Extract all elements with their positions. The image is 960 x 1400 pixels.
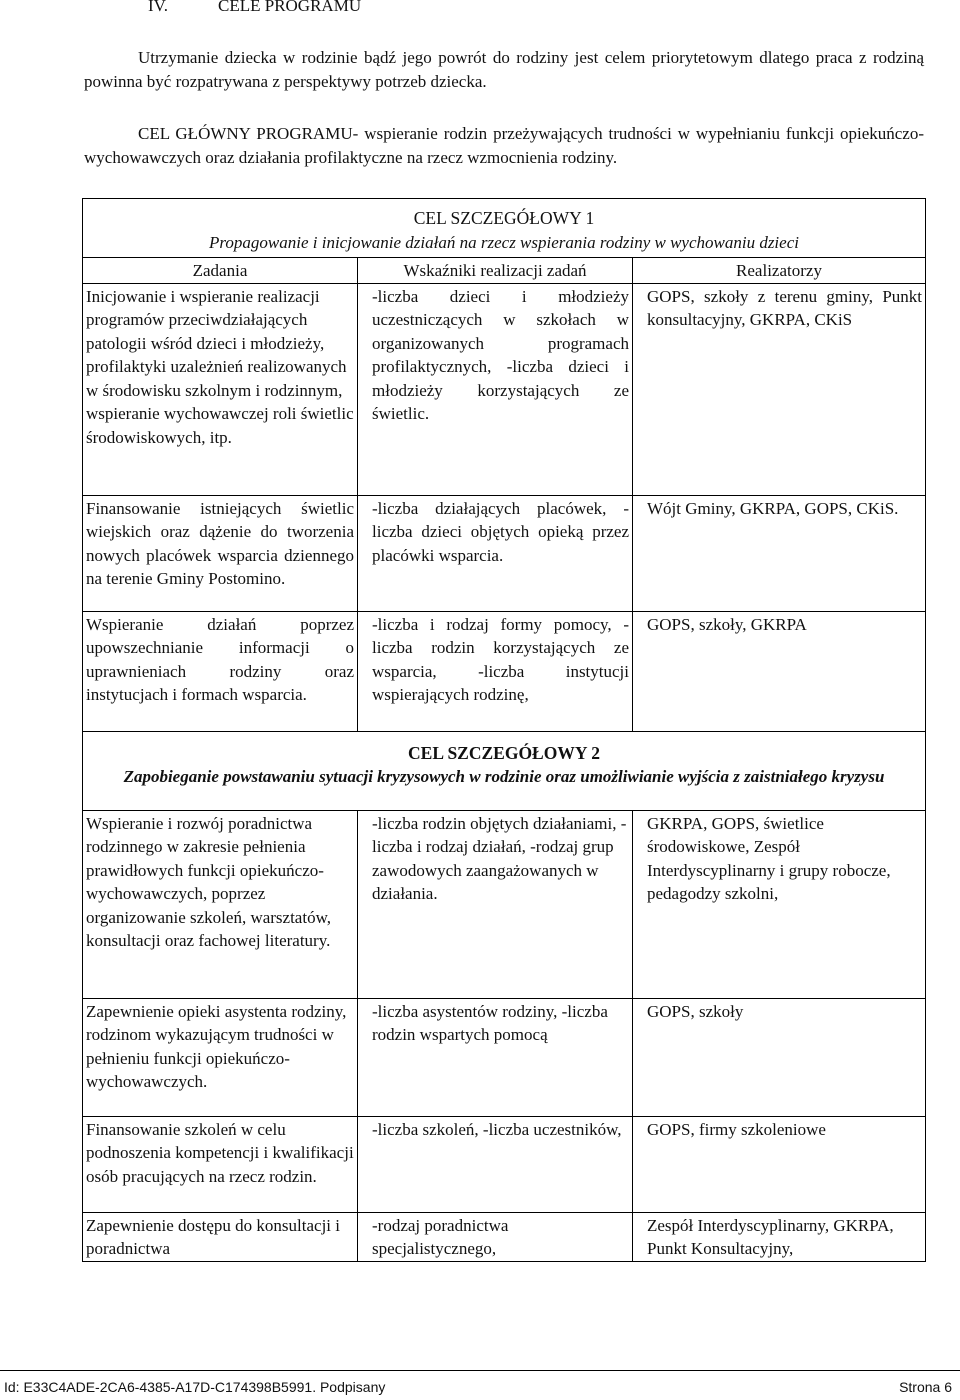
- task-cell: Finansowanie szkoleń w celu podnoszenia kompetencji i kwalifikacji osób pracujących na rzecz rodzin.: [83, 1116, 358, 1212]
- objective-2-title: CEL SZCZEGÓŁOWY 2: [408, 742, 600, 763]
- table-row: [83, 283, 926, 495]
- task-cell: Wspieranie i rozwój poradnictwa rodzinnego w zakresie pełnienia prawidłowych funkcji opiekuńczo-wychowawczych, poprzez organizowanie szkoleń, warsztatów, konsultacji oraz fachowej literatury.: [83, 810, 358, 998]
- implementers-cell: GKRPA, GOPS, świetlice środowiskowe, Zespół Interdyscyplinarny i grupy robocze, pedagodzy szkolni,: [633, 810, 926, 998]
- objective-1-block: [82, 198, 926, 1262]
- task-cell: Wspieranie działań poprzez upowszechnianie informacji o uprawnieniach rodziny oraz instytucjach i formach wsparcia.: [83, 611, 358, 731]
- implementers-cell: Zespół Interdyscyplinarny, GKRPA, Punkt Konsultacyjny,: [633, 1212, 926, 1261]
- objective-1-title: CEL SZCZEGÓŁOWY 1: [413, 208, 595, 228]
- table-row: [83, 998, 926, 1116]
- objective-1-table: [82, 257, 926, 1262]
- indicators-cell: -liczba dzieci i młodzieży uczestniczących w szkołach w organizowanych programach profilaktycznych, -liczba dzieci i młodzieży korzystających ze świetlic.: [358, 283, 633, 495]
- table-row: [83, 611, 926, 731]
- indicators-cell: -liczba działających placówek, -liczba dzieci objętych opieką przez placówki wsparcia.: [358, 495, 633, 611]
- table-row: [83, 810, 926, 998]
- intro-paragraph-1: Utrzymanie dziecka w rodzinie bądź jego powrót do rodziny jest celem priorytetowym dlatego praca z rodziną powinna być rozpatrywana z perspektywy potrzeb dziecka.: [84, 48, 924, 91]
- indicators-cell: -liczba i rodzaj formy pomocy, -liczba rodzin korzystających ze wsparcia, -liczba instytucji wspierających rodzinę,: [358, 611, 633, 731]
- implementers-cell: GOPS, szkoły: [633, 998, 926, 1116]
- indicators-cell: -liczba asystentów rodziny, -liczba rodzin wspartych pomocą: [358, 998, 633, 1116]
- objective-1-header: [82, 198, 926, 257]
- indicators-cell: -liczba szkoleń, -liczba uczestników,: [358, 1116, 633, 1212]
- column-header-indicators: Wskaźniki realizacji zadań: [358, 258, 633, 284]
- objective-2-header: [83, 731, 926, 810]
- objective-1-subtitle: Propagowanie i inicjowanie działań na rzecz wspierania rodziny w wychowaniu dzieci: [209, 232, 799, 252]
- task-cell: Finansowanie istniejących świetlic wiejskich oraz dążenie do tworzenia nowych placówek wsparcia dziennego na terenie Gminy Postomino.: [83, 495, 358, 611]
- objective-2-header-row: [83, 731, 926, 810]
- section-heading: [0, 0, 960, 18]
- implementers-cell: Wójt Gminy, GKRPA, GOPS, CKiS.: [633, 495, 926, 611]
- section-number: IV.: [148, 0, 168, 15]
- document-id: Id: E33C4ADE-2CA6-4385-A17D-C174398B5991. Podpisany: [4, 1379, 386, 1395]
- intro-paragraph-2: CEL GŁÓWNY PROGRAMU- wspieranie rodzin przeżywających trudności w wypełnianiu funkcji opiekuńczo-wychowawczych oraz działania profilaktyczne na rzecz wzmocnienia rodziny.: [84, 124, 924, 167]
- indicators-cell: -liczba rodzin objętych działaniami, -liczba i rodzaj działań, -rodzaj grup zawodowych zaangażowanych w działania.: [358, 810, 633, 998]
- task-cell: Zapewnienie dostępu do konsultacji i poradnictwa: [83, 1212, 358, 1261]
- table-row: [83, 495, 926, 611]
- table-row: [83, 1116, 926, 1212]
- objective-2-subtitle: Zapobieganie powstawaniu sytuacji kryzysowych w rodzinie oraz umożliwianie wyjścia z zaistniałego kryzysu: [123, 767, 885, 786]
- implementers-cell: GOPS, firmy szkoleniowe: [633, 1116, 926, 1212]
- page-number: Strona 6: [899, 1379, 952, 1395]
- task-cell: Inicjowanie i wspieranie realizacji programów przeciwdziałających patologii wśród dzieci i młodzieży, profilaktyki uzależnień realizowanych w środowisku szkolnym i rodzinnym, wspieranie wychowawczej roli świetlic środowiskowych, itp.: [83, 283, 358, 495]
- table-header-row: [83, 258, 926, 284]
- implementers-cell: GOPS, szkoły z terenu gminy, Punkt konsultacyjny, GKRPA, CKiS: [633, 283, 926, 495]
- task-cell: Zapewnienie opieki asystenta rodziny, rodzinom wykazującym trudności w pełnieniu funkcji opiekuńczo-wychowawczych.: [83, 998, 358, 1116]
- indicators-cell: -rodzaj poradnictwa specjalistycznego,: [358, 1212, 633, 1261]
- table-row: [83, 1212, 926, 1261]
- section-title: CELE PROGRAMU: [218, 0, 362, 15]
- footer-divider: [0, 1370, 960, 1371]
- implementers-cell: GOPS, szkoły, GKRPA: [633, 611, 926, 731]
- column-header-tasks: Zadania: [83, 258, 358, 284]
- column-header-implementers: Realizatorzy: [633, 258, 926, 284]
